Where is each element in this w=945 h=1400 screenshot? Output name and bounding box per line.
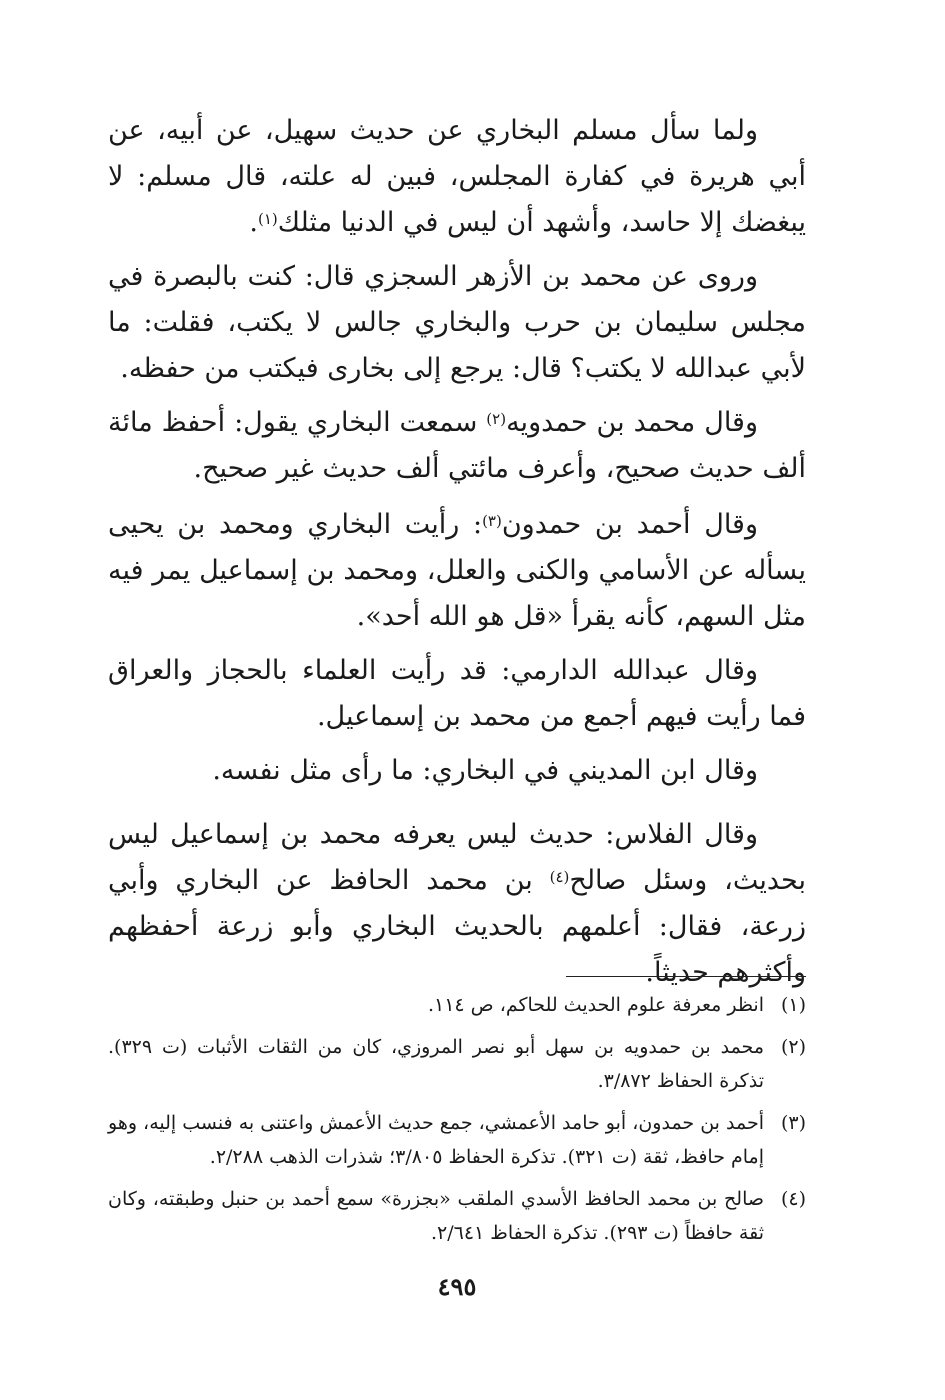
paragraph-6-text: وقال ابن المديني في البخاري: ما رأى مثل نفسه. xyxy=(212,755,758,786)
footnote-number: (٤) xyxy=(780,1188,806,1210)
paragraph-1 xyxy=(108,108,806,246)
footnote-text: صالح بن محمد الحافظ الأسدي الملقب «بجزرة» سمع أحمد بن حنبل وطبقته، وكان ثقة حافظاً (ت ٢٩٣). تذكرة الحفاظ ٢/٦٤١. xyxy=(108,1188,764,1244)
footnote-text: محمد بن حمدويه بن سهل أبو نصر المروزي، كان من الثقات الأثبات (ت ٣٢٩). تذكرة الحفاظ ٣/٨٧٢. xyxy=(108,1036,764,1092)
book-page xyxy=(108,0,806,1400)
paragraph-1-end: . xyxy=(249,207,258,238)
footnote-4 xyxy=(108,1182,806,1250)
paragraph-3 xyxy=(108,400,806,492)
paragraph-1-text: ولما سأل مسلم البخاري عن حديث سهيل، عن أبيه، عن أبي هريرة في كفارة المجلس، فبين له علته، قال مسلم: لا يبغضك إلا حاسد، وأشهد أن ليس في الدنيا مثلك xyxy=(108,115,806,238)
paragraph-7-text: بن محمد الحافظ عن البخاري وأبي زرعة، فقال: أعلمهم بالحديث البخاري وأبو زرعة أحفظهم وأكثرهم حديثاً. xyxy=(108,865,806,988)
footnotes-list xyxy=(108,988,806,1258)
footnote-ref-2[interactable]: (٢) xyxy=(486,410,507,428)
paragraph-2-text: وروى عن محمد بن الأزهر السجزي قال: كنت بالبصرة في مجلس سليمان بن حرب والبخاري جالس لا يكتب، فقلت: ما لأبي عبدالله لا يكتب؟ قال: يرجع إلى بخارى فيكتب من حفظه. xyxy=(108,261,806,384)
paragraph-4-text: : رأيت البخاري ومحمد بن يحيى يسأله عن الأسامي والكنى والعلل، ومحمد بن إسماعيل يمر فيه مثل السهم، كأنه يقرأ «قل هو الله أحد». xyxy=(108,509,806,632)
paragraph-7 xyxy=(108,812,806,996)
footnote-text: أحمد بن حمدون، أبو حامد الأعمشي، جمع حديث الأعمش واعتنى به فنسب إليه، وهو إمام حافظ، ثقة (ت ٣٢١). تذكرة الحفاظ ٣/٨٠٥؛ شذرات الذهب ٢/٢٨٨. xyxy=(108,1112,764,1168)
paragraph-4 xyxy=(108,502,806,640)
paragraph-7-lead: وقال الفلاس: حديث ليس يعرفه محمد بن إسماعيل ليس بحديث، وسئل صالح xyxy=(108,819,806,896)
footnote-ref-3[interactable]: (٣) xyxy=(482,512,502,530)
footnote-text: انظر معرفة علوم الحديث للحاكم، ص ١١٤. xyxy=(427,994,764,1016)
paragraph-3-text: سمعت البخاري يقول: أحفظ مائة ألف حديث صحيح، وأعرف مائتي ألف حديث غير صحيح. xyxy=(108,407,806,484)
footnote-ref-1[interactable]: (١) xyxy=(257,210,278,228)
paragraph-6 xyxy=(108,748,806,794)
footnote-ref-4[interactable]: (٤) xyxy=(549,868,570,886)
page-number: ٤٩٥ xyxy=(437,1272,477,1301)
paragraph-5 xyxy=(108,648,806,740)
footnote-number: (١) xyxy=(780,994,806,1016)
footnote-2 xyxy=(108,1030,806,1098)
footnote-3 xyxy=(108,1106,806,1174)
paragraph-4-lead: وقال أحمد بن حمدون xyxy=(501,509,759,540)
paragraph-2 xyxy=(108,254,806,392)
footnote-separator xyxy=(566,976,806,977)
paragraph-5-text: وقال عبدالله الدارمي: قد رأيت العلماء بالحجاز والعراق فما رأيت فيهم أجمع من محمد بن إسماعيل. xyxy=(108,655,806,732)
paragraph-3-lead: وقال محمد بن حمدويه xyxy=(506,407,758,438)
footnote-number: (٢) xyxy=(780,1036,806,1058)
footnote-1 xyxy=(108,988,806,1022)
footnote-number: (٣) xyxy=(780,1112,806,1134)
